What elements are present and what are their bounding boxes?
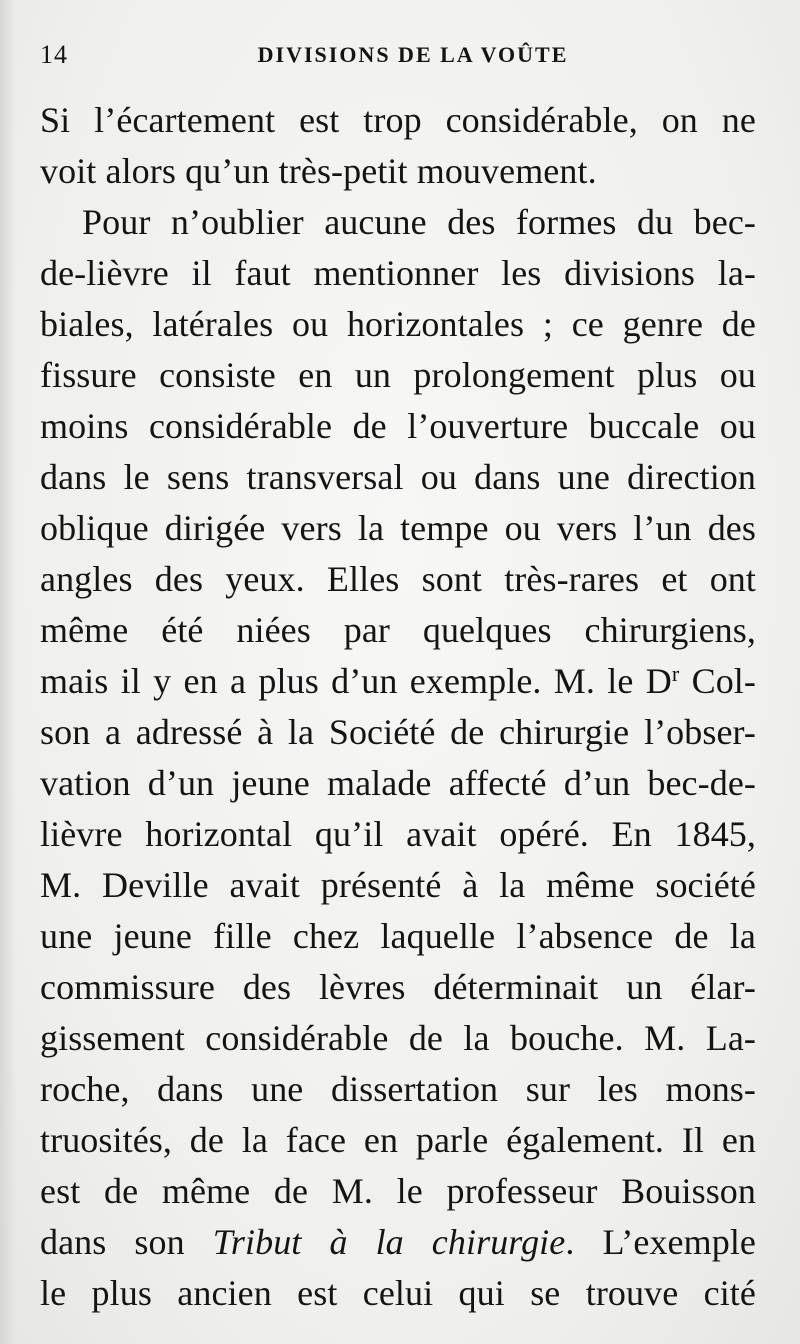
text-line: fissure consiste en un prolongement plus ou: [40, 355, 756, 395]
body-text: [40, 95, 756, 1319]
running-head: [40, 36, 756, 76]
text-line: truosités, de la face en parle également. Il en: [40, 1120, 756, 1160]
text-line: de-lièvre il faut mentionner les divisions la-: [40, 253, 756, 293]
text-line: même été niées par quelques chirurgiens,: [40, 610, 756, 650]
text-line: [40, 1217, 756, 1268]
text-line: son a adressé à la Société de chirurgie l’obser-: [40, 712, 756, 752]
italic-title: Tribut à la chirurgie: [212, 1222, 566, 1262]
text-line: une jeune fille chez laquelle l’absence de la: [40, 916, 756, 956]
spine-shadow: [0, 0, 16, 1344]
text-line: moins considérable de l’ouverture buccale ou: [40, 406, 756, 446]
paragraph-first-line: Pour n’oublier aucune des formes du bec-: [82, 202, 756, 242]
text-line: dans le sens transversal ou dans une direction: [40, 457, 756, 497]
text-segment: Col-: [679, 661, 756, 701]
text-line: le plus ancien est celui qui se trouve cité: [40, 1273, 756, 1313]
text-line: gissement considérable de la bouche. M. La-: [40, 1018, 756, 1058]
text-line: vation d’un jeune malade affecté d’un bec-de-: [40, 763, 756, 803]
text-line: biales, latérales ou horizontales ; ce genre de: [40, 304, 756, 344]
text-line: [40, 656, 756, 707]
text-line: roche, dans une dissertation sur les mons-: [40, 1069, 756, 1109]
text-segment: . L’exemple: [565, 1222, 757, 1262]
text-line: Si l’écartement est trop considérable, on ne: [40, 100, 756, 140]
text-line: commissure des lèvres déterminait un élar-: [40, 967, 756, 1007]
text-line: est de même de M. le professeur Bouisson: [40, 1171, 756, 1211]
text-segment: dans son: [40, 1222, 213, 1262]
text-line: oblique dirigée vers la tempe ou vers l’un des: [40, 508, 756, 548]
text-line: lièvre horizontal qu’il avait opéré. En 1845,: [40, 814, 756, 854]
text-line: angles des yeux. Elles sont très-rares et ont: [40, 559, 756, 599]
page-number: 14: [40, 40, 68, 69]
superscript: r: [671, 661, 680, 686]
text-line: M. Deville avait présenté à la même société: [40, 865, 756, 905]
text-line: voit alors qu’un très-petit mouvement.: [40, 151, 597, 191]
text-segment: mais il y en a plus d’un exemple. M. le D: [40, 661, 672, 701]
running-title: DIVISIONS DE LA VOÛTE: [257, 42, 569, 67]
